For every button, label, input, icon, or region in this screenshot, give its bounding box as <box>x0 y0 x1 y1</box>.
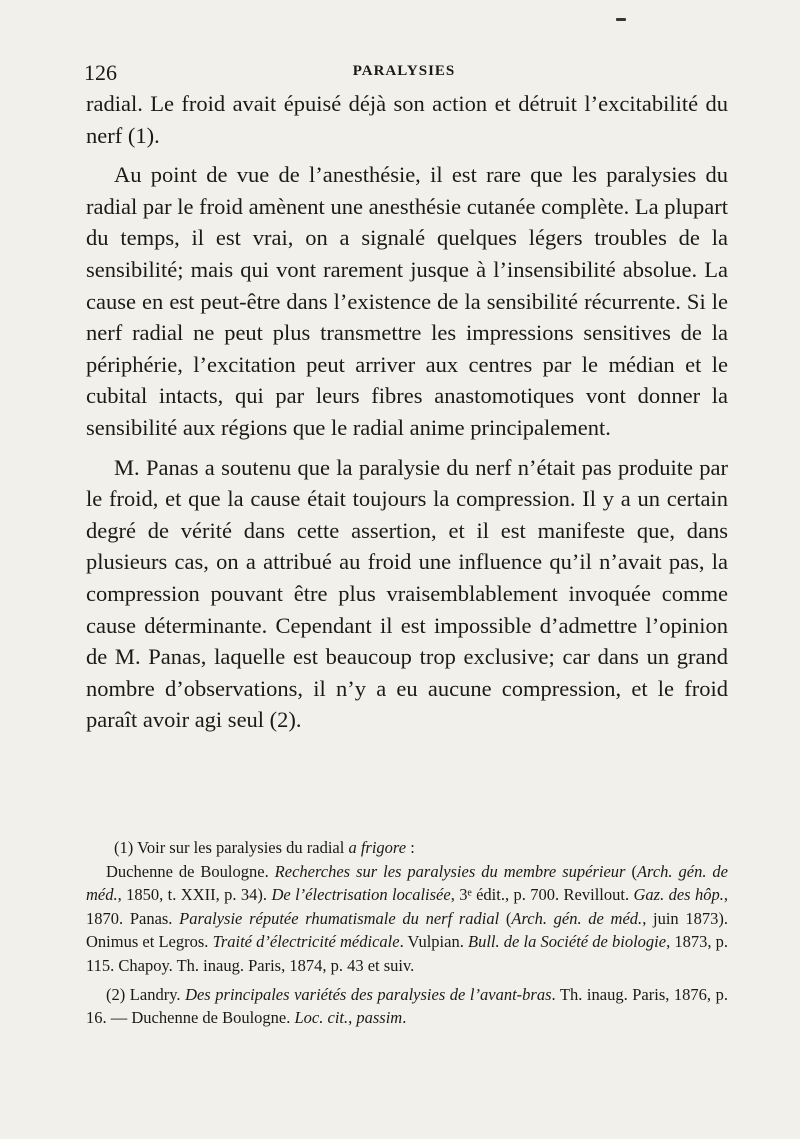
page-header <box>84 60 724 84</box>
footnote-2: (2) Landry. Des principales variétés des paralysies de l’avant-bras. Th. inaug. Paris, 1876, p. 16. — Duchenne de Boulogne. Loc. cit., passim. <box>86 984 728 1028</box>
footnote-1-references: Duchenne de Boulogne. Recherches sur les paralysies du membre supérieur (Arch. gén. de méd., 1850, t. XXII, p. 34). De l’électrisation localisée, 3ᵉ édit., p. 700. Revillout. Gaz. des hôp., 1870. Panas. Paralysie réputée rhumatismale du nerf radial (Arch. gén. de méd., juin 1873). Onimus et Legros. Traité d’électricité médicale. Vulpian. Bull. de la Société de biologie, 1873, p. 115. Chapoy. Th. inaug. Paris, 1874, p. 43 et suiv. <box>86 861 728 975</box>
running-title: PARALYSIES <box>352 63 456 79</box>
page-number: 126 <box>84 60 117 85</box>
paragraph-1: radial. Le froid avait épuisé déjà son action et détruit l’excitabilité du nerf (1). <box>86 91 728 148</box>
footnotes <box>86 836 728 1030</box>
paragraph-2: Au point de vue de l’anesthésie, il est rare que les paralysies du radial par le froid amènent une anesthésie cutanée complète. La plupart du temps, il est vrai, on a signalé quelques légers troubles de la sensibilité; mais qui vont rarement jusque à l’insensibilité absolue. La cause en est peut-être dans l’existence de la sensibilité récurrente. Si le nerf radial ne peut plus transmettre les impressions sensitives de la périphérie, l’excitation peut arriver aux centres par le médian et le cubital intacts, qui par leurs fibres anastomotiques vont donner la sensibilité aux régions que le radial anime principalement. <box>86 162 728 440</box>
print-mark <box>616 18 626 21</box>
body-text <box>86 88 728 736</box>
footnote-1-intro: (1) Voir sur les paralysies du radial a frigore : <box>114 838 415 857</box>
paragraph-3: M. Panas a soutenu que la paralysie du nerf n’était pas produite par le froid, et que la cause était toujours la compression. Il y a un certain degré de vérité dans cette assertion, et il est manifeste que, dans plusieurs cas, on a attribué au froid une influence qu’il n’avait pas, la compression pouvant être plus vraisemblablement invoquée comme cause déterminante. Cependant il est impossible d’admettre l’opinion de M. Panas, laquelle est beaucoup trop exclusive; car dans un grand nombre d’observations, il n’y a eu aucune compression, et le froid paraît avoir agi seul (2). <box>86 454 728 733</box>
